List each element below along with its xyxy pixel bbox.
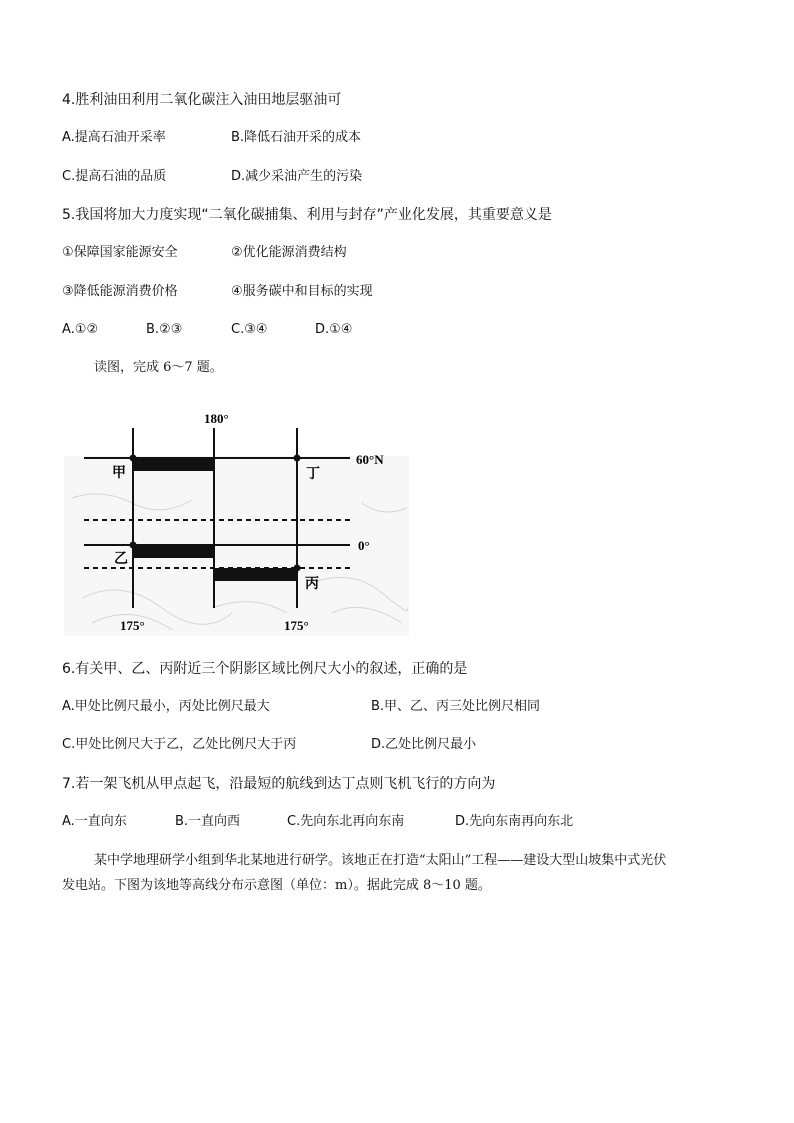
question-7-stem: 7.若一架飞机从甲点起飞，沿最短的航线到达丁点则飞机飞行的方向为: [62, 776, 496, 792]
shaded-region-yi: [133, 545, 214, 558]
point-bing-marker: [294, 565, 301, 572]
q6-option-c: C.甲处比例尺大于乙，乙处比例尺大于丙: [62, 737, 297, 752]
q4-option-b: B.降低石油开采的成本: [231, 130, 362, 145]
q7-option-a: A.一直向东: [62, 814, 127, 829]
question-5-stem: 5.我国将加大力度实现“二氧化碳捕集、利用与封存”产业化发展，其重要意义是: [62, 207, 552, 223]
q6-option-d: D.乙处比例尺最小: [371, 737, 477, 752]
q5-item-2: ②优化能源消费结构: [231, 245, 347, 260]
q7-option-c: C.先向东北再向东南: [287, 814, 405, 829]
label-60n: 60°N: [356, 452, 384, 467]
instruction-6-7: 读图，完成 6～7 题。: [94, 360, 223, 375]
label-175-right: 175°: [284, 618, 309, 633]
q5-option-a: A.①②: [62, 322, 99, 337]
label-bing: 丙: [305, 576, 319, 592]
q4-option-d: D.减少采油产生的污染: [231, 169, 363, 184]
label-yi: 乙: [114, 551, 128, 567]
instruction-8-10-line1: 某中学地理研学小组到华北某地进行研学。该地正在打造“太阳山”工程——建设大型山坡集中式光伏: [94, 853, 667, 868]
point-ding-marker: [294, 455, 301, 462]
label-jia: 甲: [112, 465, 126, 481]
label-175-left: 175°: [120, 618, 145, 633]
point-yi-marker: [130, 542, 137, 549]
label-180: 180°: [204, 411, 229, 426]
q5-option-c: C.③④: [231, 322, 268, 337]
shaded-region-bing: [214, 568, 297, 581]
shaded-region-jia: [133, 458, 214, 471]
q6-option-b: B.甲、乙、丙三处比例尺相同: [371, 699, 541, 714]
label-ding: 丁: [306, 466, 320, 482]
q5-item-4: ④服务碳中和目标的实现: [231, 284, 373, 299]
q5-item-3: ③降低能源消费价格: [62, 284, 178, 299]
label-equator: 0°: [358, 538, 370, 553]
q4-option-a: A.提高石油开采率: [62, 130, 166, 145]
q6-option-a: A.甲处比例尺最小，丙处比例尺最大: [62, 699, 270, 714]
point-jia-marker: [130, 455, 137, 462]
question-6-stem: 6.有关甲、乙、丙附近三个阴影区域比例尺大小的叙述，正确的是: [62, 661, 468, 677]
q5-option-d: D.①④: [315, 322, 353, 337]
q7-option-d: D.先向东南再向东北: [455, 814, 574, 829]
instruction-8-10-line2: 发电站。下图为该地等高线分布示意图（单位：m）。据此完成 8～10 题。: [62, 878, 491, 893]
q5-option-b: B.②③: [146, 322, 183, 337]
graticule-figure: [62, 408, 414, 640]
q5-item-1: ①保障国家能源安全: [62, 245, 178, 260]
q7-option-b: B.一直向西: [175, 814, 241, 829]
q4-option-c: C.提高石油的品质: [62, 169, 167, 184]
question-4-stem: 4.胜利油田利用二氧化碳注入油田地层驱油可: [62, 92, 342, 108]
